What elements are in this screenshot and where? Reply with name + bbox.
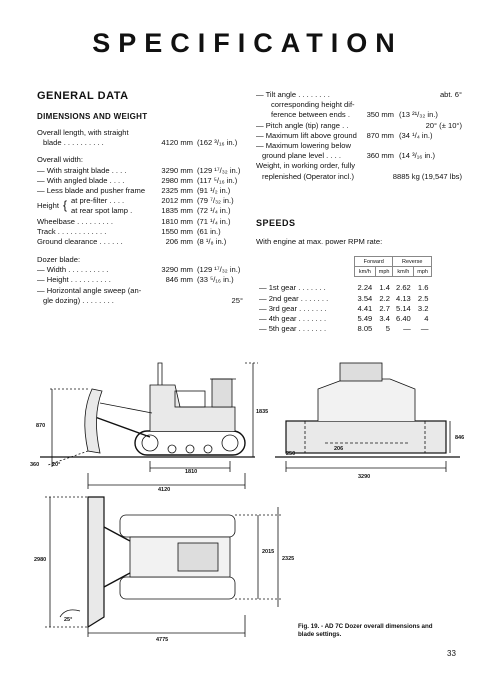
reverse-kmh: 2.62 (395, 283, 411, 293)
width-straight-value: 3290 mm (161, 165, 193, 175)
width-less-blade-imperial: (91 ¹/₂ in.) (197, 185, 231, 195)
gear-label: — 4th gear . . . . . . . (259, 314, 327, 324)
forward-mph: 2.7 (379, 303, 390, 313)
width-straight-imperial: (129 ¹⁷/₃₂ in.) (197, 165, 241, 175)
max-lowering-value: 360 mm (366, 151, 394, 161)
speeds-table (256, 256, 432, 334)
dim-2980: 2980 (34, 557, 47, 563)
side-view-drawing (40, 363, 258, 489)
track-imperial: (61 in.) (197, 226, 221, 236)
weight-label: Weight, in working order, fully (256, 161, 356, 171)
dozer-blade-label: Dozer blade: (37, 255, 81, 265)
height-prefilter-value: 2012 mm (161, 196, 193, 206)
dim-206: 206 (334, 446, 344, 452)
reverse-mph: 4 (424, 314, 429, 324)
forward-kmh: 3.54 (357, 293, 373, 303)
max-lowering-imperial: (14 ³/₁₆ in.) (399, 151, 436, 161)
blade-width-imperial: (129 ¹⁷/₃₂ in.) (197, 265, 241, 275)
reverse-kmh: 4.13 (395, 293, 411, 303)
forward-kmh: 5.49 (357, 314, 373, 324)
reverse-mph: 2.5 (417, 293, 429, 303)
overall-width-label: Overall width: (37, 155, 84, 165)
weight-value: 8885 kg (19,547 lbs) (392, 171, 462, 181)
dim-4120: 4120 (158, 487, 171, 493)
dim-846: 846 (455, 435, 465, 441)
dim-250: 250 (286, 451, 296, 457)
ground-clearance-label: Ground clearance . . . . . . (37, 236, 123, 246)
width-angled-label: — With angled blade . . . . (37, 175, 125, 185)
sweep-label: — Horizontal angle sweep (an- (37, 285, 142, 295)
reverse-header: Reverse (393, 257, 431, 267)
general-data-list (37, 128, 247, 306)
overall-length-label-2: blade . . . . . . . . . . (43, 138, 104, 148)
dim-1835: 1835 (256, 409, 269, 415)
forward-mph: 1.4 (379, 283, 390, 293)
general-data-heading: GENERAL DATA (37, 90, 129, 102)
height-lamp-imperial: (72 ¹/₄ in.) (197, 206, 231, 216)
figure-caption-line-1: Fig. 19. - AD 7C Dozer overall dimensions and (298, 623, 433, 630)
height-prefilter-label: at pre-filter . . . . (71, 196, 125, 206)
front-view-drawing (275, 363, 460, 472)
height-label: Height (37, 201, 59, 211)
blade-width-value: 3290 mm (161, 265, 193, 275)
overall-length-imperial: (162 ³/₁₆ in.) (197, 138, 238, 148)
width-straight-label: — With straight blade . . . . (37, 165, 127, 175)
max-lowering-label: — Maximum lowering below (256, 140, 351, 150)
blade-width-label: — Width . . . . . . . . . . (37, 265, 109, 275)
wheelbase-label: Wheelbase . . . . . . . . . (37, 216, 113, 226)
forward-mph: 2.2 (379, 293, 390, 303)
reverse-mph: 1.6 (417, 283, 429, 293)
blade-settings-list (256, 90, 466, 182)
overall-length-value: 4120 mm (161, 138, 193, 148)
tilt-angle-label: — Tilt angle . . . . . . . . (256, 90, 330, 99)
reverse-kmh: 6.40 (395, 314, 411, 324)
table-row (256, 313, 431, 323)
width-less-blade-label: — Less blade and pusher frame (37, 185, 146, 195)
tilt-angle-value: abt. 6° (439, 90, 462, 99)
figure-caption (298, 623, 433, 639)
page-title: SPECIFICATION (92, 28, 403, 58)
max-lift-imperial: (34 ¹/₄ in.) (399, 130, 433, 140)
sweep-value: 25° (231, 295, 243, 305)
table-row (256, 293, 431, 303)
table-row (256, 303, 431, 313)
wheelbase-value: 1810 mm (161, 216, 193, 226)
height-lamp-value: 1835 mm (161, 206, 193, 216)
height-lamp-label: at rear spot lamp . (71, 206, 133, 216)
gear-label: — 2nd gear . . . . . . . (259, 293, 329, 303)
corr-height-value: 350 mm (366, 110, 394, 120)
gear-label: — 5th gear . . . . . . . (259, 324, 327, 334)
corr-height-imperial: (13 ²¹/₃₂ in.) (399, 110, 438, 120)
dim-20deg: 20° (52, 462, 61, 468)
corr-height-label: corresponding height dif- (271, 100, 355, 110)
forward-header: Forward (355, 257, 393, 267)
dim-3290: 3290 (358, 474, 371, 480)
forward-kmh-header: km/h (355, 267, 376, 277)
width-less-blade-value: 2325 mm (161, 185, 193, 195)
table-row (256, 283, 431, 293)
blade-height-label: — Height . . . . . . . . . . (37, 275, 111, 285)
ground-clearance-imperial: (8 ¹/₈ in.) (197, 236, 227, 246)
corr-height-label-2: ference between ends . (271, 110, 350, 120)
gear-label: — 3rd gear . . . . . . . (259, 303, 327, 313)
blade-height-imperial: (33 ⁵/₁₆ in.) (197, 275, 234, 285)
gear-label: — 1st gear . . . . . . . (259, 283, 326, 293)
speeds-intro: With engine at max. power RPM rate: (256, 237, 383, 246)
reverse-kmh: 5.14 (395, 303, 411, 313)
weight-label-2: replenished (Operator incl.) (262, 171, 355, 181)
width-angled-imperial: (117 ⁵/₁₆ in.) (197, 175, 238, 185)
reverse-mph-header: mph (414, 267, 432, 277)
max-lowering-label-2: ground plane level . . . . (262, 151, 341, 161)
max-lift-value: 870 mm (366, 130, 394, 140)
forward-mph-header: mph (375, 267, 393, 277)
max-lift-label: — Maximum lift above ground (256, 130, 357, 140)
width-angled-value: 2980 mm (161, 175, 193, 185)
dim-2325: 2325 (282, 556, 295, 562)
ground-clearance-value: 206 mm (165, 236, 193, 246)
reverse-mph: 3.2 (417, 303, 429, 313)
table-row (256, 324, 431, 334)
dozer-dimension-drawing (0, 345, 495, 645)
top-view-drawing (45, 497, 282, 637)
forward-kmh: 8.05 (357, 324, 373, 334)
blade-height-value: 846 mm (165, 275, 193, 285)
pitch-angle-value: 20° (± 10°) (425, 120, 462, 130)
overall-length-label: Overall length, with straight (37, 128, 129, 137)
dim-2015: 2015 (262, 549, 275, 555)
track-value: 1550 mm (161, 226, 193, 236)
height-brace: { (63, 198, 68, 213)
forward-mph: 3.4 (379, 314, 390, 324)
forward-kmh: 2.24 (357, 283, 373, 293)
reverse-kmh: — (403, 324, 411, 334)
dimensions-weight-heading: DIMENSIONS AND WEIGHT (37, 112, 148, 121)
figure-caption-line-2: blade settings. (298, 631, 342, 638)
reverse-mph: — (420, 324, 429, 334)
pitch-angle-label: — Pitch angle (tip) range . . (256, 120, 349, 130)
dim-25deg: 25° (64, 617, 73, 623)
forward-kmh: 4.41 (357, 303, 373, 313)
wheelbase-imperial: (71 ¹/₄ in.) (197, 216, 231, 226)
reverse-kmh-header: km/h (393, 267, 414, 277)
sweep-label-2: gle dozing) . . . . . . . . (43, 295, 114, 305)
height-prefilter-imperial: (79 ⁷/₃₂ in.) (197, 196, 234, 206)
track-label: Track . . . . . . . . . . . . (37, 226, 107, 236)
dim-4775: 4775 (156, 637, 169, 643)
page-number: 33 (447, 649, 456, 658)
speeds-heading: SPEEDS (256, 218, 296, 228)
dim-870: 870 (36, 423, 46, 429)
forward-mph: 5 (385, 324, 390, 334)
dim-360: 360 (30, 462, 40, 468)
dim-1810: 1810 (185, 469, 198, 475)
